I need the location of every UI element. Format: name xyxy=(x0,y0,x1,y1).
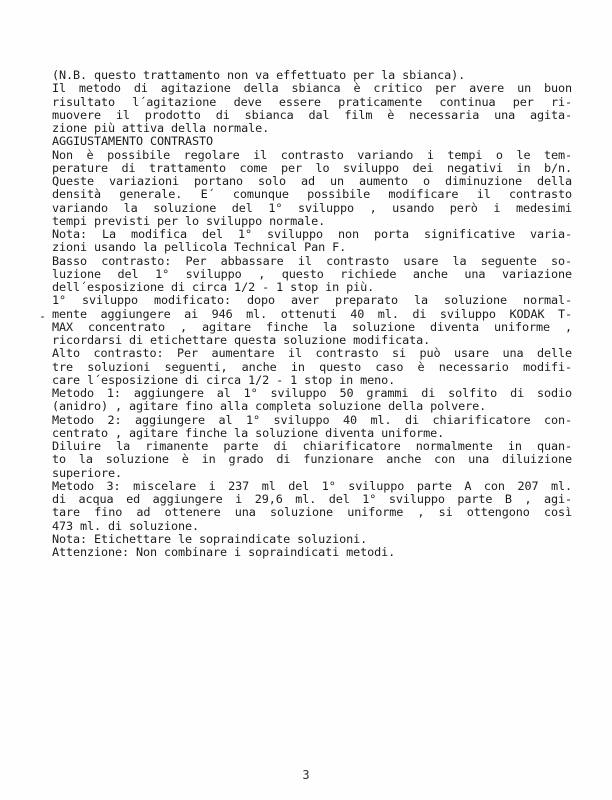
text-line: luzione del 1° sviluppo , questo richiede anche una variazione xyxy=(52,267,572,281)
text-line: Metodo 3: miscelare i 237 ml del 1° sviluppo parte A con 207 ml. xyxy=(52,479,572,493)
text-line: superiore. xyxy=(52,466,123,480)
text-line: centrato , agitare finche la soluzione diventa uniforme. xyxy=(52,426,445,440)
text-line: ricordarsi di etichettare questa soluzione modificata. xyxy=(52,334,431,347)
scan-speck xyxy=(41,316,44,318)
text-line: 473 ml. di soluzione. xyxy=(52,519,200,533)
page-number: 3 xyxy=(302,768,310,782)
text-line: Il metodo di agitazione della sbianca è critico per avere un buon xyxy=(52,82,572,96)
text-line: Alto contrasto: Per aumentare il contrasto si può usare una delle xyxy=(52,347,572,361)
text-line: Queste variazioni portano solo ad un aumento o diminuzione della xyxy=(52,175,572,188)
text-line: Metodo 1: aggiungere al 1° sviluppo 50 grammi di solfito di sodio xyxy=(52,387,572,400)
text-line: Basso contrasto: Per abbassare il contrasto usare la seguente so- xyxy=(52,254,572,268)
text-line: (anidro) , agitare fino alla completa soluzione della polvere. xyxy=(52,400,487,414)
text-line: dell´esposizione di circa 1/2 - 1 stop in più. xyxy=(52,281,375,294)
text-line: zione più attiva della normale. xyxy=(52,122,270,135)
text-line: Nota: Etichettare le sopraindicate soluzioni. xyxy=(52,532,368,546)
document-body xyxy=(52,69,572,559)
text-line: zioni usando la pellicola Technical Pan F. xyxy=(52,241,347,255)
text-line: tare fino ad ottenere una soluzione uniforme , si ottengono così xyxy=(52,506,572,520)
text-line: AGGIUSTAMENTO CONTRASTO xyxy=(52,135,214,149)
text-line: Diluire la rimanente parte di chiarificatore normalmente in quan- xyxy=(52,440,572,453)
text-line: muovere il prodotto di sbianca dal film è necessaria una agita- xyxy=(52,108,572,122)
text-line: tre soluzioni seguenti, anche in questo caso è necessario modifi- xyxy=(52,360,572,374)
text-line: risultato l´agitazione deve essere praticamente continua per ri- xyxy=(52,95,572,109)
text-line: Nota: La modifica del 1° sviluppo non porta significative varia- xyxy=(52,228,572,241)
text-line: MAX concentrato , agitare finche la soluzione diventa uniforme , xyxy=(52,320,572,334)
text-line: Non è possibile regolare il contrasto variando i tempi o le tem- xyxy=(52,148,572,162)
text-line: Attenzione: Non combinare i sopraindicati metodi. xyxy=(52,546,396,559)
text-line: perature di trattamento come per lo sviluppo dei negativi in b/n. xyxy=(52,161,572,175)
text-line: Metodo 2: aggiungere al 1° sviluppo 40 ml. di chiarificatore con- xyxy=(52,413,572,427)
text-line: mente aggiungere ai 946 ml. ottenuti 40 ml. di sviluppo KODAK T- xyxy=(52,307,572,321)
text-line: care l´esposizione di circa 1/2 - 1 stop in meno. xyxy=(52,373,396,387)
text-line: densità generale. E´ comunque possibile modificare il contrasto xyxy=(52,188,572,202)
text-line: to la soluzione è in grado di funzionare anche con una diluizione xyxy=(52,453,572,467)
text-line: tempi previsti per lo sviluppo normale. xyxy=(52,214,326,228)
text-line: (N.B. questo trattamento non va effettuato per la sbianca). xyxy=(52,69,466,82)
text-line: variando la soluzione del 1° sviluppo , usando però i medesimi xyxy=(52,201,572,215)
text-line: 1° sviluppo modificato: dopo aver preparato la soluzione normal- xyxy=(52,294,572,308)
text-line: di acqua ed aggiungere i 29,6 ml. del 1° sviluppo parte B , agi- xyxy=(52,493,572,506)
